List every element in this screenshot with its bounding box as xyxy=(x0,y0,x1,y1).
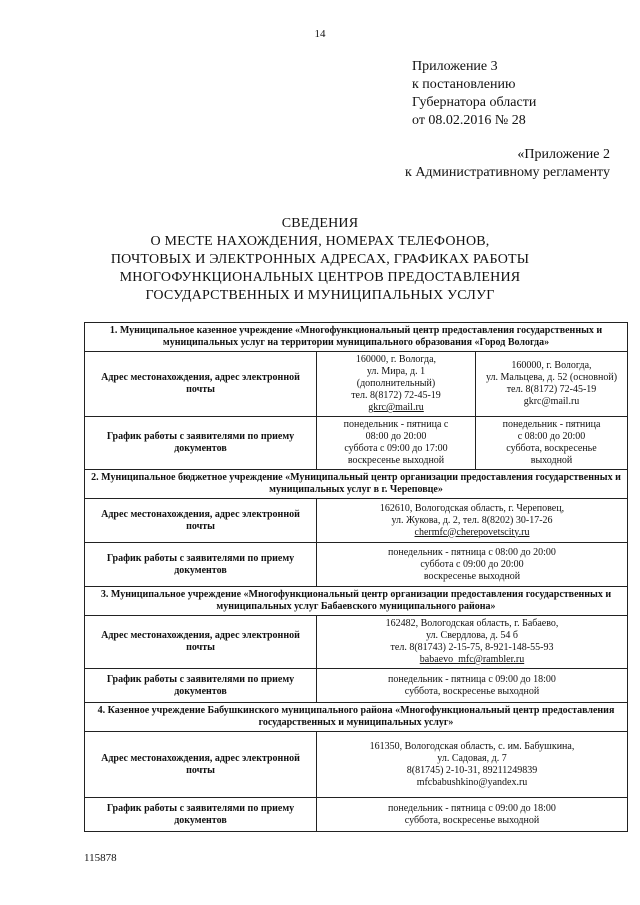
address-line: 160000, г. Вологда, xyxy=(511,360,592,371)
address-line: ул. Свердлова, д. 54 б xyxy=(426,630,518,641)
table-row xyxy=(85,323,628,352)
schedule-label: График работы с заявителями по приему документов xyxy=(85,417,317,470)
institution-header: 2. Муниципальное бюджетное учреждение «Муниципальный центр организации предоставления государственных и муниципальных услуг в г. Череповце» xyxy=(85,470,628,499)
schedule-line: воскресенье выходной xyxy=(347,455,445,466)
table-row xyxy=(85,703,628,732)
institution-header: 3. Муниципальное учреждение «Многофункциональный центр организации предоставления государственных и муниципальных услуг Бабаевского муниципального района» xyxy=(85,587,628,616)
email-link[interactable]: babaevo_mfc@rambler.ru xyxy=(419,654,525,665)
institution-header: 4. Казенное учреждение Бабушкинского муниципального района «Многофункциональный центр предоставления государственных и муниципальных услуг» xyxy=(85,703,628,732)
address-line: 8(81745) 2-10-31, 89211249839 xyxy=(406,764,538,776)
address-line: 162482, Вологодская область, г. Бабаево, xyxy=(385,618,559,629)
schedule-label: График работы с заявителями по приему документов xyxy=(85,798,317,832)
address-line: ул. Мальцева, д. 52 (основной) xyxy=(485,372,618,383)
schedule-value xyxy=(317,798,628,832)
table-row xyxy=(85,470,628,499)
table-row xyxy=(85,732,628,798)
schedule-line: суббота с 09:00 до 20:00 xyxy=(420,558,524,570)
address-value xyxy=(476,352,628,417)
appendix-3-block xyxy=(412,58,536,130)
email-link[interactable]: gkrc@mail.ru xyxy=(523,396,580,407)
title-line: О МЕСТЕ НАХОЖДЕНИЯ, НОМЕРАХ ТЕЛЕФОНОВ, xyxy=(150,234,490,249)
table-row xyxy=(85,352,628,417)
appendix-3-line: к постановлению xyxy=(412,77,516,92)
address-value xyxy=(317,352,476,417)
schedule-label: График работы с заявителями по приему документов xyxy=(85,543,317,587)
document-title xyxy=(0,215,640,305)
table-row xyxy=(85,669,628,703)
address-value xyxy=(317,616,628,669)
address-label: Адрес местонахождения, адрес электронной почты xyxy=(85,732,317,798)
schedule-line: суббота, воскресенье выходной xyxy=(404,685,540,697)
schedule-label: График работы с заявителями по приему документов xyxy=(85,669,317,703)
address-line: ул. Мира, д. 1 xyxy=(366,366,426,377)
email-link[interactable]: mfcbabushkino@yandex.ru xyxy=(416,776,528,788)
appendix-3-line: Губернатора области xyxy=(412,95,537,110)
table-row xyxy=(85,587,628,616)
schedule-line: суббота, воскресенье выходной xyxy=(404,814,540,826)
schedule-line: понедельник - пятница с 09:00 до 18:00 xyxy=(388,673,556,685)
address-line: тел. 8(8172) 72-45-19 xyxy=(351,390,441,401)
address-label: Адрес местонахождения, адрес электронной почты xyxy=(85,499,317,543)
table-row xyxy=(85,616,628,669)
email-link[interactable]: chermfc@cherepovetscity.ru xyxy=(414,526,530,538)
schedule-line: суббота, воскресенье xyxy=(506,443,597,454)
schedule-line: воскресенье выходной xyxy=(423,570,521,582)
title-line: СВЕДЕНИЯ xyxy=(281,216,359,231)
address-line: 161350, Вологодская область, с. им. Бабушкина, xyxy=(369,740,575,752)
schedule-line: 08:00 до 20:00 xyxy=(365,431,427,442)
address-line: ул. Садовая, д. 7 xyxy=(437,752,507,764)
schedule-line: понедельник - пятница с xyxy=(343,419,449,430)
schedule-line: выходной xyxy=(530,455,573,466)
mfc-table xyxy=(84,322,628,832)
schedule-value xyxy=(317,543,628,587)
address-value xyxy=(317,732,628,798)
address-label: Адрес местонахождения, адрес электронной почты xyxy=(85,352,317,417)
address-line: тел. 8(81743) 2-15-75, 8-921-148-55-93 xyxy=(390,642,554,653)
appendix-2-line: «Приложение 2 xyxy=(517,147,610,162)
email-link[interactable]: gkrc@mail.ru xyxy=(368,402,424,413)
institution-header: 1. Муниципальное казенное учреждение «Многофункциональный центр предоставления государственных и муниципальных услуг на территории муниципального образования «Город Вологда» xyxy=(85,323,628,352)
table-row xyxy=(85,417,628,470)
appendix-2-block xyxy=(405,146,610,182)
table-row xyxy=(85,543,628,587)
footer-code: 115878 xyxy=(84,852,117,864)
address-line: 160000, г. Вологда, xyxy=(355,354,437,365)
table-row xyxy=(85,798,628,832)
schedule-line: суббота с 09:00 до 17:00 xyxy=(344,443,448,454)
address-line: 162610, Вологодская область, г. Череповец, xyxy=(379,502,565,514)
schedule-line: понедельник - пятница с 09:00 до 18:00 xyxy=(388,802,556,814)
address-label: Адрес местонахождения, адрес электронной почты xyxy=(85,616,317,669)
schedule-line: с 08:00 до 20:00 xyxy=(517,431,586,442)
address-line: тел. 8(8172) 72-45-19 xyxy=(506,384,597,395)
table-row xyxy=(85,499,628,543)
page-number: 14 xyxy=(314,28,326,40)
appendix-2-line: к Административному регламенту xyxy=(405,165,610,180)
schedule-line: понедельник - пятница с 08:00 до 20:00 xyxy=(388,546,556,558)
address-line: ул. Жукова, д. 2, тел. 8(8202) 30-17-26 xyxy=(391,514,553,526)
appendix-3-line: от 08.02.2016 № 28 xyxy=(412,113,526,128)
address-line: (дополнительный) xyxy=(356,378,436,389)
schedule-line: понедельник - пятница xyxy=(502,419,601,430)
appendix-3-line: Приложение 3 xyxy=(412,59,498,74)
title-line: ПОЧТОВЫХ И ЭЛЕКТРОННЫХ АДРЕСАХ, ГРАФИКАХ РАБОТЫ xyxy=(110,252,530,267)
schedule-value xyxy=(476,417,628,470)
schedule-value xyxy=(317,417,476,470)
title-line: ГОСУДАРСТВЕННЫХ И МУНИЦИПАЛЬНЫХ УСЛУГ xyxy=(145,288,495,303)
schedule-value xyxy=(317,669,628,703)
address-value xyxy=(317,499,628,543)
title-line: МНОГОФУНКЦИОНАЛЬНЫХ ЦЕНТРОВ ПРЕДОСТАВЛЕНИЯ xyxy=(119,270,521,285)
